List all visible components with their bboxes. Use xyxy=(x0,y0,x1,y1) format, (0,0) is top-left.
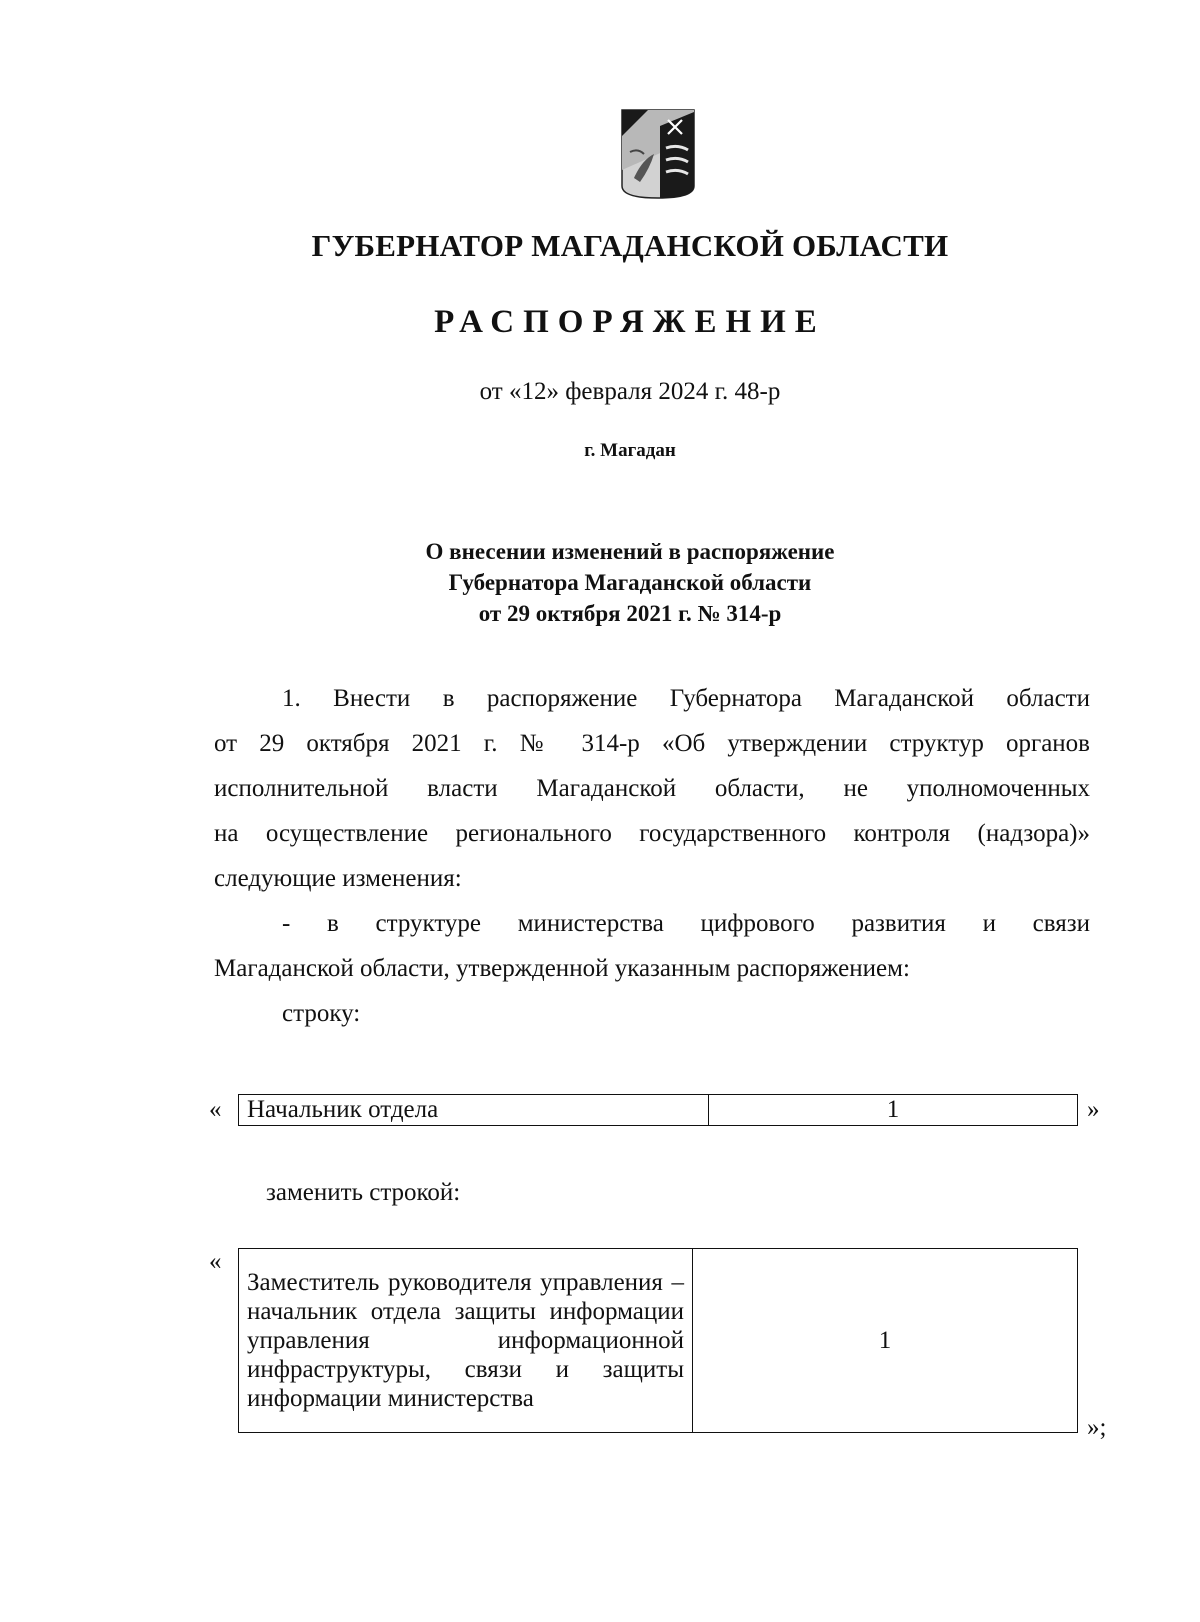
old-row-table xyxy=(238,1094,1078,1126)
table-row xyxy=(239,1249,1078,1433)
subject-line: от 29 октября 2021 г. № 314-р xyxy=(478,601,782,626)
paragraph-line: на осуществление регионального государственного контроля (надзора)» xyxy=(214,820,1090,847)
paragraph-line: исполнительной власти Магаданской области, не уполномоченных xyxy=(214,775,1090,802)
row-label: строку: xyxy=(282,1000,361,1027)
replace-label: заменить строкой: xyxy=(266,1179,461,1206)
new-row-table xyxy=(238,1248,1078,1433)
paragraph-line: следующие изменения: xyxy=(214,865,462,892)
issuer-title: ГУБЕРНАТОР МАГАДАНСКОЙ ОБЛАСТИ xyxy=(311,228,949,263)
document-type-title: РАСПОРЯЖЕНИЕ xyxy=(434,304,826,340)
open-quote: « xyxy=(209,1096,222,1123)
paragraph-line: от 29 октября 2021 г. № 314-р «Об утверждении структур органов xyxy=(214,730,1090,757)
count-cell: 1 xyxy=(709,1095,1078,1126)
subject-line: О внесении изменений в распоряжение xyxy=(425,539,835,564)
position-cell: Начальник отдела xyxy=(239,1095,709,1126)
paragraph-line: Магаданской области, утвержденной указанным распоряжением: xyxy=(214,955,910,982)
document-subject xyxy=(0,536,1200,629)
close-quote: »; xyxy=(1087,1414,1107,1441)
position-cell: Заместитель руководителя управления – начальник отдела защиты информации управления информационной инфраструктуры, связи и защиты информации министерства xyxy=(239,1249,693,1433)
close-quote: » xyxy=(1087,1096,1100,1123)
paragraph-line: 1. Внести в распоряжение Губернатора Магаданской области xyxy=(282,685,1090,712)
open-quote: « xyxy=(209,1248,222,1275)
paragraph-1 xyxy=(214,676,1090,1036)
document-date-number: от «12» февраля 2024 г. 48-р xyxy=(479,378,781,405)
count-cell: 1 xyxy=(693,1249,1078,1433)
paragraph-line: - в структуре министерства цифрового развития и связи xyxy=(282,910,1090,937)
document-city: г. Магадан xyxy=(584,440,676,461)
coat-of-arms-icon xyxy=(620,108,696,200)
subject-line: Губернатора Магаданской области xyxy=(448,570,812,595)
table-row xyxy=(239,1095,1078,1126)
